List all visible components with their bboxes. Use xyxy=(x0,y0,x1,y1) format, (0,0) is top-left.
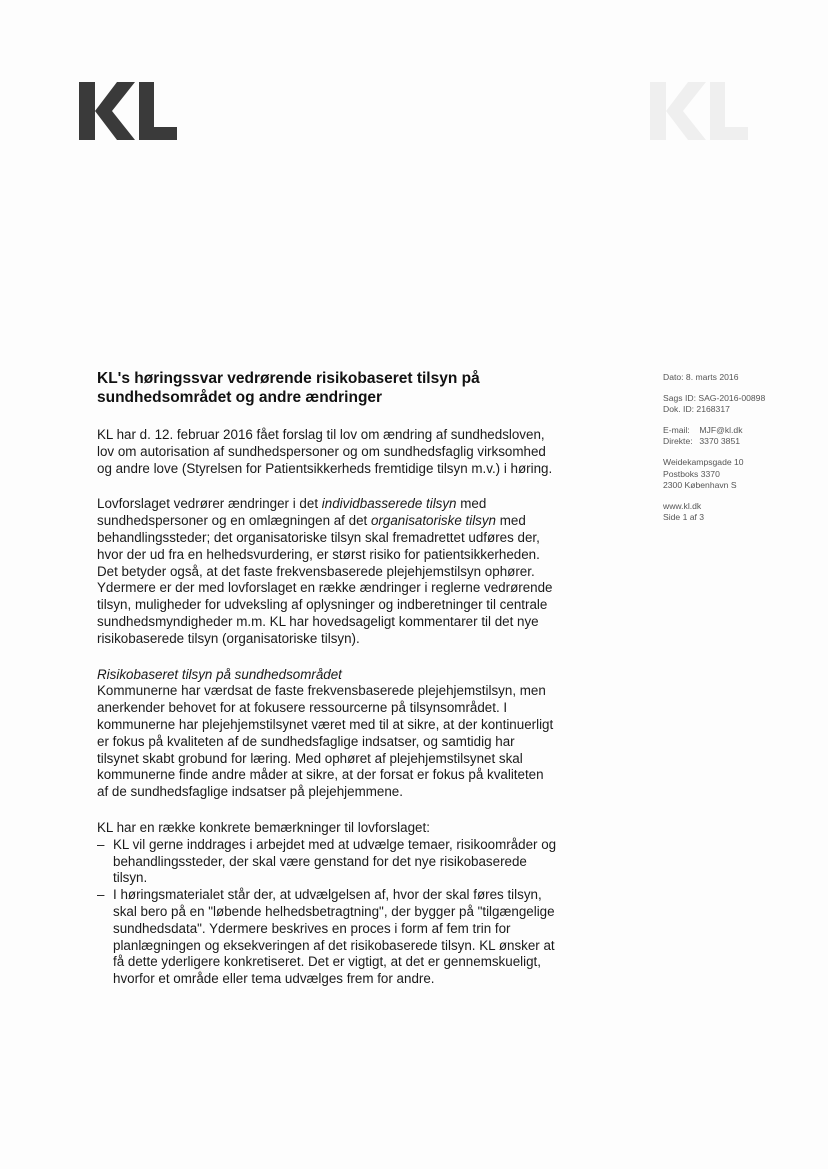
scope-text-3: med behandlingssteder; det organisatoriske tilsyn skal fremadrettet udføres der, hvor der ud fra en helhedsvurdering, er størst risiko for patientsikkerheden. Det betyder også, at det faste frekvensbaserede plejehjemstilsyn ophører. Ydermere er der med lovforslaget en række ændringer i reglerne vedrørende tilsyn, muligheder for udveksling af oplysninger og indberetninger til centrale sundhedsmyndigheder m.m. KL har hovedsageligt kommentarer til det nye risikobaserede tilsyn (organisatoriske tilsyn). xyxy=(97,513,553,646)
remarks-intro: KL har en række konkrete bemærkninger til lovforslaget: xyxy=(97,819,430,835)
bullet-marker: – xyxy=(97,836,105,852)
scope-text-1: Lovforslaget vedrører ændringer i det xyxy=(97,496,322,512)
address-line-3: 2300 København S xyxy=(663,480,737,491)
intro-paragraph: KL har d. 12. februar 2016 fået forslag til lov om ændring af sundhedsloven, lov om autorisation af sundhedspersoner og om sundhedsfaglig virksomhed og andre love (Styrelsen for Patientsikkerheds fremtidige tilsyn m.v.) i høring. xyxy=(97,427,553,476)
list-item-text: I høringsmaterialet står der, at udvælgelsen af, hvor der skal føres tilsyn, skal bero på en "løbende helhedsbetragtning", der bygger på "tilgængelige sundhedsdata". Ydermere beskrives en proces i form af fem trin for planlægningen og eksekveringen af det risikobaserede tilsyn. KL ønsker at få dette yderligere konkretiseret. Det er vigtigt, at det er gennemskueligt, hvorfor et område eller tema udvælges frem for andre. xyxy=(113,887,555,987)
remarks-list xyxy=(97,837,557,988)
address-line-1: Weidekampsgade 10 xyxy=(663,456,744,467)
website-line: www.kl.dk xyxy=(663,500,702,511)
letter-body xyxy=(97,369,557,988)
list-item xyxy=(97,837,557,887)
kl-logo-watermark xyxy=(650,82,748,140)
email-value: MJF@kl.dk xyxy=(699,424,743,435)
page-number: Side 1 af 3 xyxy=(663,512,705,523)
address-line-2: Postboks 3370 xyxy=(663,468,720,479)
scope-text-2: med sundhedspersoner og en omlægningen af det xyxy=(97,496,487,529)
email-label: E-mail: xyxy=(663,424,690,435)
case-id-line: Sags ID: SAG-2016-00898 xyxy=(663,392,766,403)
section-paragraph: Kommunerne har værdsat de faste frekvensbaserede plejehjemstilsyn, men anerkender behovet for at fokusere ressourcerne på tilsynsområdet. I kommunerne har plejehjemstilsynet været med til at sikre, at der kontinuerligt er fokus på kvaliteten af de sundhedsfaglige indsatser, og samtidig har tilsynet skabt grobund for læring. Med ophøret af plejehjemstilsynet skal kommunerne finde andre måder at sikre, at der forsat er fokus på kvaliteten af de sundhedsfaglige indsatser på plejehjemmene. xyxy=(97,683,554,800)
phone-value: 3370 3851 xyxy=(699,436,741,447)
scope-emphasis-2: organisatoriske tilsyn xyxy=(370,513,497,529)
doc-id-line: Dok. ID: 2168317 xyxy=(663,404,730,415)
bullet-marker: – xyxy=(97,887,105,903)
sidebar-metadata xyxy=(663,372,803,533)
kl-logo xyxy=(79,82,177,140)
scope-emphasis-1: individbasserede tilsyn xyxy=(321,496,457,512)
phone-label: Direkte: xyxy=(663,436,693,447)
list-item-text: KL vil gerne inddrages i arbejdet med at udvælge temaer, risikoområder og behandlingssteder, der skal være genstand for det nye risikobaserede tilsyn. xyxy=(113,836,557,886)
date-line: Dato: 8. marts 2016 xyxy=(663,372,739,382)
phone-line xyxy=(663,436,803,448)
list-item xyxy=(97,887,557,988)
section-subheading: Risikobaseret tilsyn på sundhedsområdet xyxy=(97,666,342,682)
scope-paragraph xyxy=(97,496,557,647)
email-line xyxy=(663,425,803,437)
document-title: KL's høringssvar vedrørende risikobaseret tilsyn på sundhedsområdet og andre ændringer xyxy=(97,370,480,406)
